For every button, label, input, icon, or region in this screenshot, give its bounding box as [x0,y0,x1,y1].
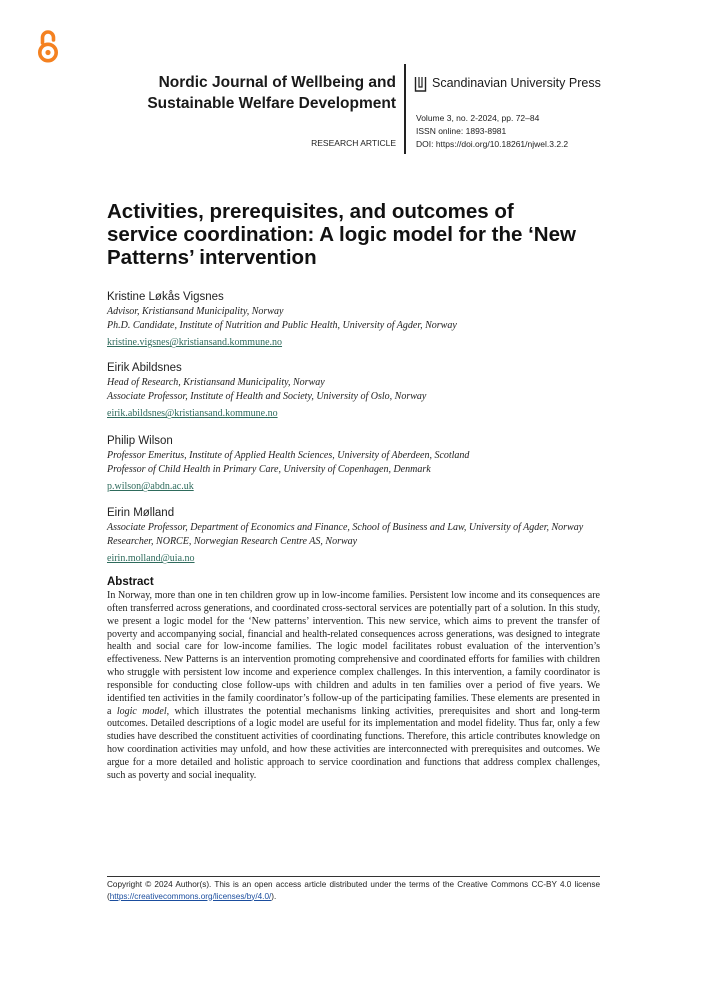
copyright-closing: ). [271,891,277,901]
open-access-icon [36,28,60,64]
journal-name [120,72,396,114]
author-name: Eirin Mølland [107,507,175,519]
doi-info[interactable]: DOI: https://doi.org/10.18261/njwel.3.2.2 [416,139,569,149]
author-email-link[interactable]: kristine.vigsnes@kristiansand.kommune.no [107,337,283,349]
author-email-link[interactable]: p.wilson@abdn.ac.uk [107,481,194,493]
publisher-name: Scandinavian University Press [432,76,601,90]
publisher-logo-icon [414,76,427,92]
journal-name-line2: Sustainable Welfare Development [147,95,396,112]
author-name: Philip Wilson [107,435,173,447]
author-affiliation: Researcher, NORCE, Norwegian Research Centre AS, Norway [107,535,358,547]
header-divider [404,64,406,154]
abstract-text: In Norway, more than one in ten children grow up in low-income families. Persistent low income and its consequences are often transferred across generations, and coordinated cross-sectoral services are potentially part of a solution. In this study, we present a logic model for the ‘New patterns’ intervention. This new service, which aims to prevent the transfer of poverty and accompanying social, financial and health-related consequences across generations, was designed to integrate health and social care for low-income families. The logic model facilitates robust evaluation of the intervention’s effectiveness. New Patterns is an intervention promoting comprehensive and coordinated efforts for families with children who struggle with persistent low income and experience complex challenges. In this intervention, a family coordinator is responsible for conducting close follow-ups with children and adults in ten families over a period of five years. We identified ten activities in the family coordinator’s follow-up of the participating families. These elements are presented in a [107,590,600,717]
author-name: Kristine Løkås Vigsnes [107,291,224,303]
footer-divider [107,876,600,877]
license-link[interactable]: https://creativecommons.org/licenses/by/4.0/ [109,891,272,901]
author-affiliation: Professor of Child Health in Primary Care, University of Copenhagen, Denmark [107,463,431,475]
copyright-text: Copyright © 2024 Author(s). This is an open access article distributed under the terms of the Creative Commons CC-BY 4.0 license ( [107,880,600,901]
author-name: Eirik Abildsnes [107,362,182,374]
author-block [107,361,607,421]
copyright-notice [107,879,600,902]
article-type: RESEARCH ARTICLE [311,138,396,148]
author-block [107,290,607,350]
author-block [107,434,607,494]
author-affiliation: Advisor, Kristiansand Municipality, Norway [107,306,284,317]
author-affiliation: Ph.D. Candidate, Institute of Nutrition and Public Health, University of Agder, Norway [107,319,457,331]
article-title: Activities, prerequisites, and outcomes of service coordination: A logic model for the ‘New Patterns’ intervention [107,200,576,269]
author-affiliation: Professor Emeritus, Institute of Applied Health Sciences, University of Aberdeen, Scotland [107,450,470,461]
author-affiliation: Associate Professor, Department of Economics and Finance, School of Business and Law, University of Agder, Norway [107,522,584,533]
abstract-body [107,590,600,783]
abstract-emphasis: logic model [116,705,167,717]
author-block [107,506,607,566]
issn-info: ISSN online: 1893-8981 [416,126,507,136]
volume-info: Volume 3, no. 2-2024, pp. 72–84 [416,113,540,123]
abstract-heading: Abstract [107,576,154,588]
abstract-text: , which illustrates the potential mechanisms linking activities, prerequisites and short and long-term outcomes. Detailed descriptions of a logic model are useful for its implementation and model fidelity. Thus far, only a few studies have described the constituent activities of coordinating functions. Therefore, this article contributes knowledge on how coordination activities may unfold, and how these activities are interconnected with prerequisites and outcomes. We argue for a more detailed and holistic approach to service coordination and functions that address complex challenges, such as poverty and social inequality. [107,705,600,781]
author-affiliation: Associate Professor, Institute of Health and Society, University of Oslo, Norway [107,390,427,402]
author-email-link[interactable]: eirin.molland@uia.no [107,553,195,565]
author-affiliation: Head of Research, Kristiansand Municipality, Norway [107,377,325,388]
journal-name-line1: Nordic Journal of Wellbeing and [158,74,396,91]
author-email-link[interactable]: eirik.abildsnes@kristiansand.kommune.no [107,408,278,420]
